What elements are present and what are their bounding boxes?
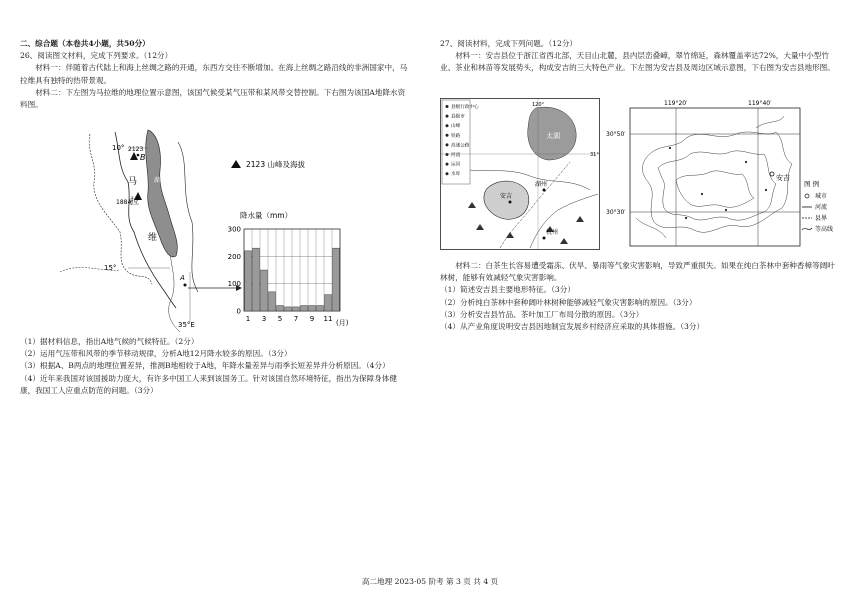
legend-symbol-icon bbox=[446, 134, 449, 137]
map-right-lat1: 30°50′ bbox=[606, 131, 626, 138]
legend-peak-text: 2123 山峰及海拔 bbox=[246, 160, 305, 169]
precip-ylabel: 降水量（mm） bbox=[240, 211, 293, 220]
map-left-legend-item: 县级市 bbox=[451, 114, 465, 120]
precip-bar bbox=[293, 307, 300, 311]
map-left-legend-item: 河流 bbox=[451, 153, 461, 158]
map-right-lon2: 119°40′ bbox=[748, 100, 772, 107]
map-right-legend-item: 县界 bbox=[815, 215, 828, 222]
country-char-1: 马 bbox=[128, 177, 138, 187]
precip-xtick: 11 bbox=[323, 315, 333, 323]
map-left-legend-item: 水库 bbox=[451, 172, 461, 178]
legend-symbol-icon bbox=[446, 124, 449, 127]
label-a: A bbox=[180, 274, 185, 282]
map-left-legend-item: 山峰 bbox=[451, 124, 461, 130]
precip-ytick: 300 bbox=[227, 225, 241, 234]
q27-material1: 材料一：安吉县位于浙江省西北部，天目山北麓，县内层峦叠嶂，翠竹绵延，森林覆盖率达72%，大量中小型竹业、茶业和林苗等发展势头，构成安吉的三大特色产业。下左图为安吉县及周边区域示意图，下右图为安吉县地形图。 bbox=[440, 51, 835, 73]
precip-bar bbox=[253, 248, 260, 311]
left-column bbox=[20, 38, 412, 111]
precipitation-chart bbox=[210, 205, 360, 330]
map-right-legend-title: 图 例 bbox=[804, 180, 820, 188]
legend-symbol-icon bbox=[446, 172, 449, 175]
legend-symbol-icon bbox=[446, 153, 449, 156]
anji-city-marker bbox=[770, 172, 774, 176]
q26-stem: 26、阅读图文材料，完成下列要求。（12分） bbox=[20, 51, 173, 61]
place-hangzhou: 杭州 bbox=[546, 229, 559, 236]
map-right-lat2: 30°30′ bbox=[606, 209, 626, 216]
map-left-legend-item: 运河 bbox=[451, 162, 461, 168]
map-right-town: 安吉 bbox=[776, 174, 790, 182]
precip-bar bbox=[309, 306, 316, 311]
peak-mid-elev: 1884 bbox=[116, 199, 132, 206]
map-left-legend-item: 高速公路 bbox=[451, 143, 470, 149]
q27-question-3: （3）分析安吉县竹品、茶叶加工厂布局分散的原因。（3分） bbox=[440, 309, 644, 319]
q26-question-1: （1）据材料信息，指出A地气候的气候特征。（2分） bbox=[20, 337, 199, 346]
peak-b-marker bbox=[130, 152, 138, 160]
legend-contour-icon bbox=[802, 228, 812, 230]
place-huzhou: 湖州 bbox=[535, 181, 548, 188]
precip-bar bbox=[301, 306, 308, 311]
precip-bar bbox=[333, 248, 340, 311]
precip-ytick: 100 bbox=[227, 280, 241, 289]
q27-material2: 材料二：白茶生长容易遭受霜冻、伏旱、暴雨等气象灾害影响，导致严重损失。如果在纯白茶林中套种香樟等阔叶林树，能够有效减轻气象灾害影响。 bbox=[440, 261, 835, 283]
lake-label: 湖 bbox=[154, 177, 161, 184]
map-right-legend-item: 河流 bbox=[815, 204, 828, 211]
map-right-legend-item: 等高线 bbox=[815, 226, 834, 233]
precip-xtick: 5 bbox=[277, 315, 283, 323]
anji-terrain-map bbox=[606, 98, 842, 250]
anji-region-map bbox=[440, 98, 600, 250]
precip-xtick: 9 bbox=[309, 315, 315, 323]
country-char-3: 维 bbox=[148, 233, 158, 243]
map-lat-bottom: 15° bbox=[104, 264, 117, 272]
precip-ytick: 200 bbox=[227, 252, 241, 261]
map-right-legend-item: 城市 bbox=[815, 193, 828, 200]
map-left-legend-item: 铁路 bbox=[451, 133, 461, 139]
q26-question-2: （2）运用气压带和风带的季节移动规律，分析A地12月降水较多的原因。（3分） bbox=[20, 349, 292, 359]
legend-peak-icon bbox=[231, 160, 241, 168]
q26-question-4: （4）近年来我国对该国援助力度大，有许多中国工人来到该国务工。针对该国自然环境特征，指出为保障身体健康，我国工人应重点防范的问题。（3分） bbox=[20, 373, 397, 395]
precip-bar bbox=[325, 295, 332, 311]
precip-xunit: (月) bbox=[336, 319, 349, 327]
place-anji: 安吉 bbox=[500, 193, 513, 200]
precip-bar bbox=[285, 307, 292, 311]
q27-lower bbox=[440, 260, 840, 333]
map-left-lat: 31° bbox=[590, 152, 599, 158]
precip-bar bbox=[245, 251, 252, 311]
legend-symbol-icon bbox=[446, 143, 449, 146]
map-lon: 35°E bbox=[178, 321, 195, 329]
precip-bar bbox=[269, 292, 276, 311]
q27-question-2: （2）分析纯白茶林中套种阔叶林树种能够减轻气象灾害影响的原因。（3分） bbox=[440, 297, 697, 307]
page-footer: 高二地理 2023·05 阶考 第 3 页 共 4 页 bbox=[361, 577, 499, 586]
country-char-2: 拉 bbox=[130, 197, 140, 207]
q27-question-4: （4）从产业角度说明安吉县因地制宜发展乡村经济应采取的具体措施。（3分） bbox=[440, 322, 705, 332]
map-right-lon1: 119°20′ bbox=[664, 100, 688, 107]
legend-symbol-icon bbox=[446, 163, 449, 166]
precip-bar bbox=[261, 270, 268, 311]
precip-xtick: 1 bbox=[245, 315, 251, 323]
q26-question-3: （3）根据A、B两点的地理位置差异，推测B地相较于A地，年降水量差异与雨季长短差异并分析原因。（4分） bbox=[20, 361, 390, 371]
legend-city-icon bbox=[805, 194, 809, 198]
right-column bbox=[440, 38, 840, 75]
precip-ytick: 0 bbox=[236, 307, 241, 316]
legend-symbol-icon bbox=[446, 105, 449, 108]
q26-questions bbox=[20, 336, 412, 397]
map-left-legend-item: 县级行政中心 bbox=[451, 105, 479, 110]
legend-symbol-icon bbox=[446, 115, 449, 118]
precip-xtick: 3 bbox=[261, 315, 267, 323]
q27-question-1: （1）简述安吉县主要地形特征。（3分） bbox=[440, 285, 575, 295]
peak-b-elev: 2123 bbox=[128, 146, 144, 153]
q26-material2: 材料二：下左图为马拉维的地理位置示意图，该国气候受某气压带和某风带交替控制。下右图为该国A地降水资料图。 bbox=[20, 87, 406, 110]
map-lat-top: 10° bbox=[112, 144, 125, 152]
section-title: 二、综合题（本卷共4小题，共50分） bbox=[20, 39, 150, 48]
q26-material1: 材料一：伴随着古代陆上和海上丝绸之路的开通，东西方交往不断增加。在海上丝绸之路沿线的非洲国家中，马拉维具有独特的热带景观。 bbox=[20, 63, 408, 85]
label-b: B bbox=[140, 153, 146, 162]
q27-stem: 27、阅读材料，完成下列问题。（12分） bbox=[440, 39, 578, 48]
precip-bar bbox=[317, 306, 324, 311]
map-left-lon: 120° bbox=[532, 102, 545, 108]
precip-bar bbox=[277, 306, 284, 311]
tai-lake-label: 太湖 bbox=[546, 132, 560, 140]
precip-xtick: 7 bbox=[293, 315, 299, 323]
